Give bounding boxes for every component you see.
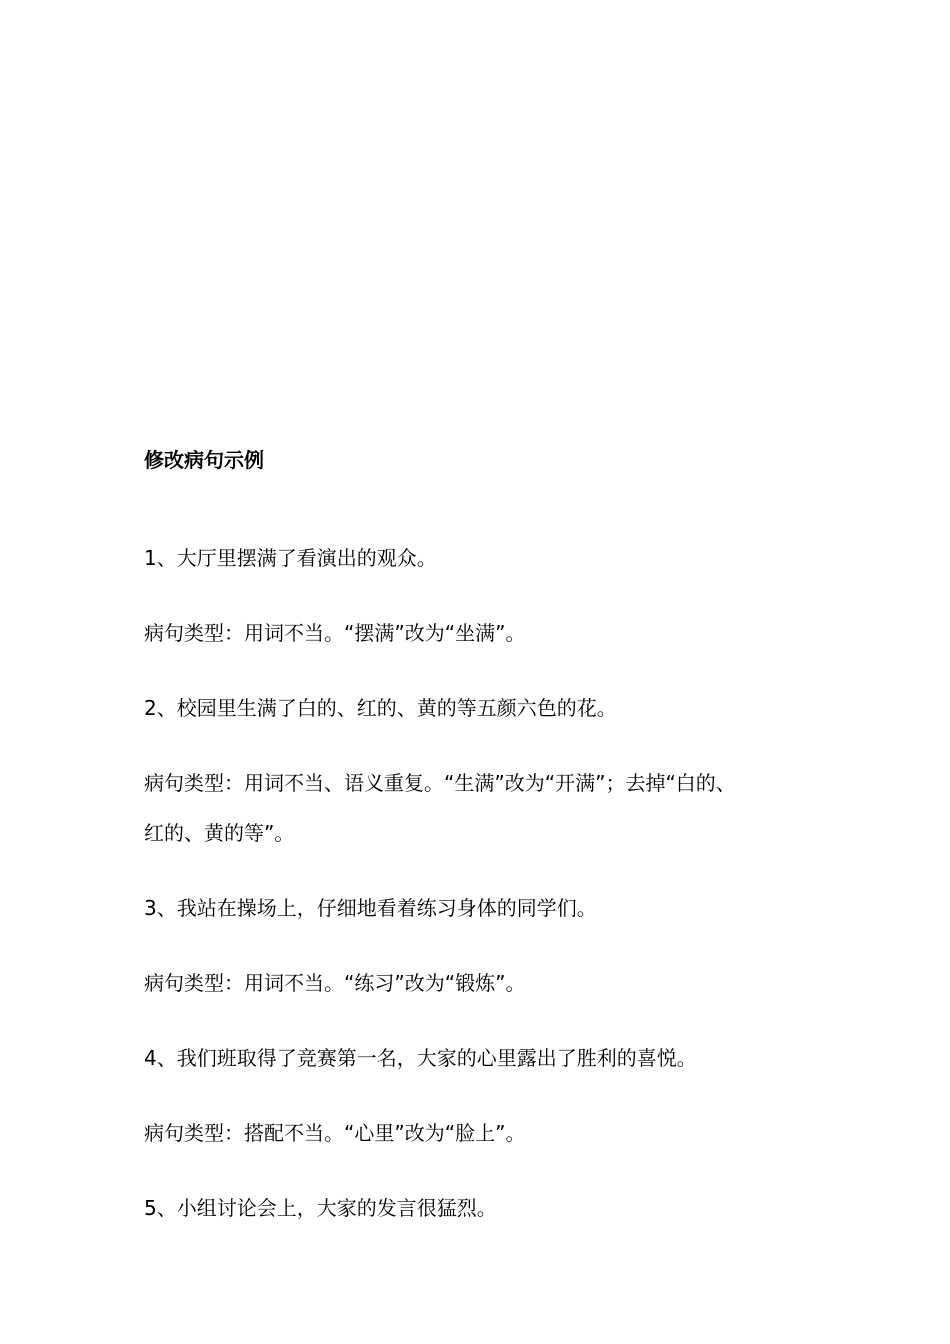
- correction-1: 病句类型：用词不当。“摆满”改为“坐满”。: [144, 621, 526, 645]
- example-sentence-5: 5、小组讨论会上，大家的发言很猛烈。: [144, 1196, 497, 1220]
- example-sentence-3: 3、我站在操场上，仔细地看着练习身体的同学们。: [144, 896, 597, 920]
- correction-2-line-2: 红的、黄的等”。: [144, 821, 295, 845]
- example-sentence-1: 1、大厅里摆满了看演出的观众。: [144, 546, 437, 570]
- correction-3: 病句类型：用词不当。“练习”改为“锻炼”。: [144, 971, 526, 995]
- document-title: 修改病句示例: [144, 448, 264, 472]
- example-sentence-2: 2、校园里生满了白的、红的、黄的等五颜六色的花。: [144, 696, 617, 720]
- example-sentence-4: 4、我们班取得了竞赛第一名，大家的心里露出了胜利的喜悦。: [144, 1046, 697, 1070]
- correction-4: 病句类型：搭配不当。“心里”改为“脸上”。: [144, 1121, 526, 1145]
- correction-2-line-1: 病句类型：用词不当、语义重复。“生满”改为“开满”；去掉“白的、: [144, 771, 736, 795]
